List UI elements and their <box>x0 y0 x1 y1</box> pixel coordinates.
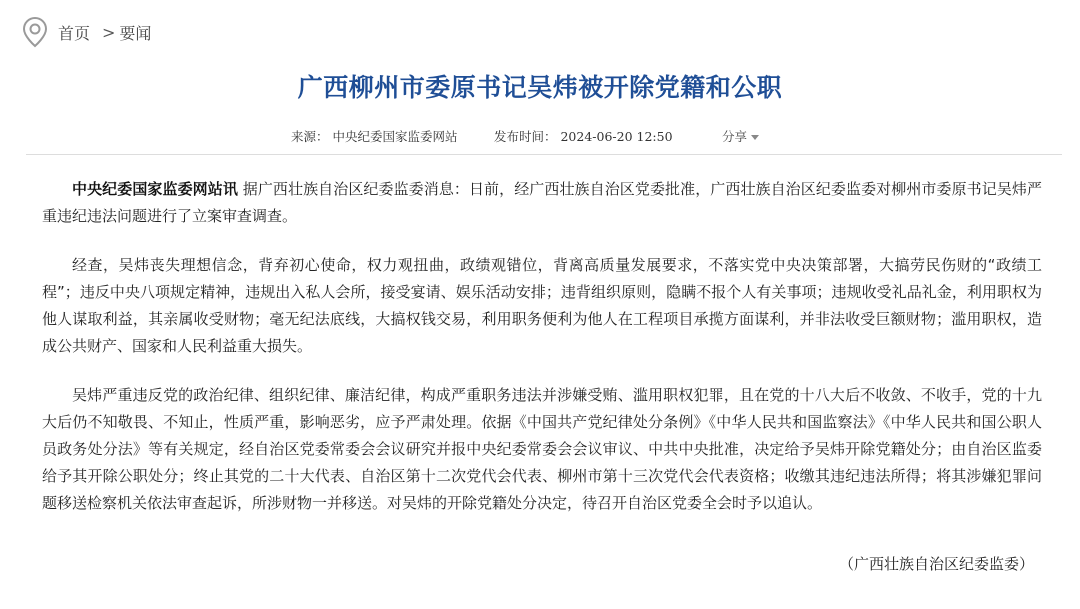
article-signature: （广西壮族自治区纪委监委） <box>838 555 1034 573</box>
article-lead: 中央纪委国家监委网站讯 <box>72 180 238 198</box>
article-title: 广西柳州市委原书记吴炜被开除党籍和公职 <box>297 73 783 102</box>
share-label: 分享 <box>722 129 748 144</box>
article-paragraph <box>42 176 1042 230</box>
breadcrumb-separator: > <box>102 22 116 42</box>
article-paragraph <box>42 252 1042 360</box>
share-button[interactable] <box>722 127 759 145</box>
article-meta <box>0 127 1080 145</box>
breadcrumb-home-link[interactable]: 首页 <box>58 23 91 43</box>
article-publish-time: 发布时间： 2024-06-20 12:50 <box>494 129 673 144</box>
article-paragraph-text: 据广西壮族自治区纪委监委消息：日前，经广西壮族自治区党委批准，广西壮族自治区纪委监委对柳州市委原书记吴炜严重违纪违法问题进行了立案审查调查。 <box>42 180 1042 225</box>
divider <box>26 154 1062 155</box>
article-paragraph-text: 经查，吴炜丧失理想信念，背弃初心使命，权力观扭曲，政绩观错位，背离高质量发展要求，不落实党中央决策部署，大搞劳民伤财的“政绩工程”；违反中央八项规定精神，违规出入私人会所，接受宴请、娱乐活动安排；违背组织原则，隐瞒不报个人有关事项；违规收受礼品礼金，利用职权为他人谋取利益，其亲属收受财物；毫无纪法底线，大搞权钱交易，利用职务便利为他人在工程项目承揽方面谋利，并非法收受巨额财物；滥用职权，造成公共财产、国家和人民利益重大损失。 <box>42 256 1042 355</box>
breadcrumb-section-link[interactable]: 要闻 <box>119 23 152 43</box>
location-pin-icon <box>22 16 48 48</box>
article-paragraph-text: 吴炜严重违反党的政治纪律、组织纪律、廉洁纪律，构成严重职务违法并涉嫌受贿、滥用职权犯罪，且在党的十八大后不收敛、不收手，党的十九大后仍不知敬畏、不知止，性质严重，影响恶劣，应予严肃处理。依据《中国共产党纪律处分条例》《中华人民共和国监察法》《中华人民共和国公职人员政务处分法》等有关规定，经自治区党委常委会会议研究并报中央纪委常委会会议审议、中共中央批准，决定给予吴炜开除党籍处分；由自治区监委给予其开除公职处分；终止其党的二十大代表、自治区第十二次党代会代表、柳州市第十三次党代会代表资格；收缴其违纪违法所得；将其涉嫌犯罪问题移送检察机关依法审查起诉，所涉财物一并移送。对吴炜的开除党籍处分决定，待召开自治区党委全会时予以追认。 <box>42 386 1042 512</box>
article-paragraph <box>42 382 1042 517</box>
article-source: 来源： 中央纪委国家监委网站 <box>291 129 458 144</box>
article-body <box>42 176 1042 539</box>
chevron-down-icon <box>751 135 759 140</box>
breadcrumb <box>22 16 151 48</box>
